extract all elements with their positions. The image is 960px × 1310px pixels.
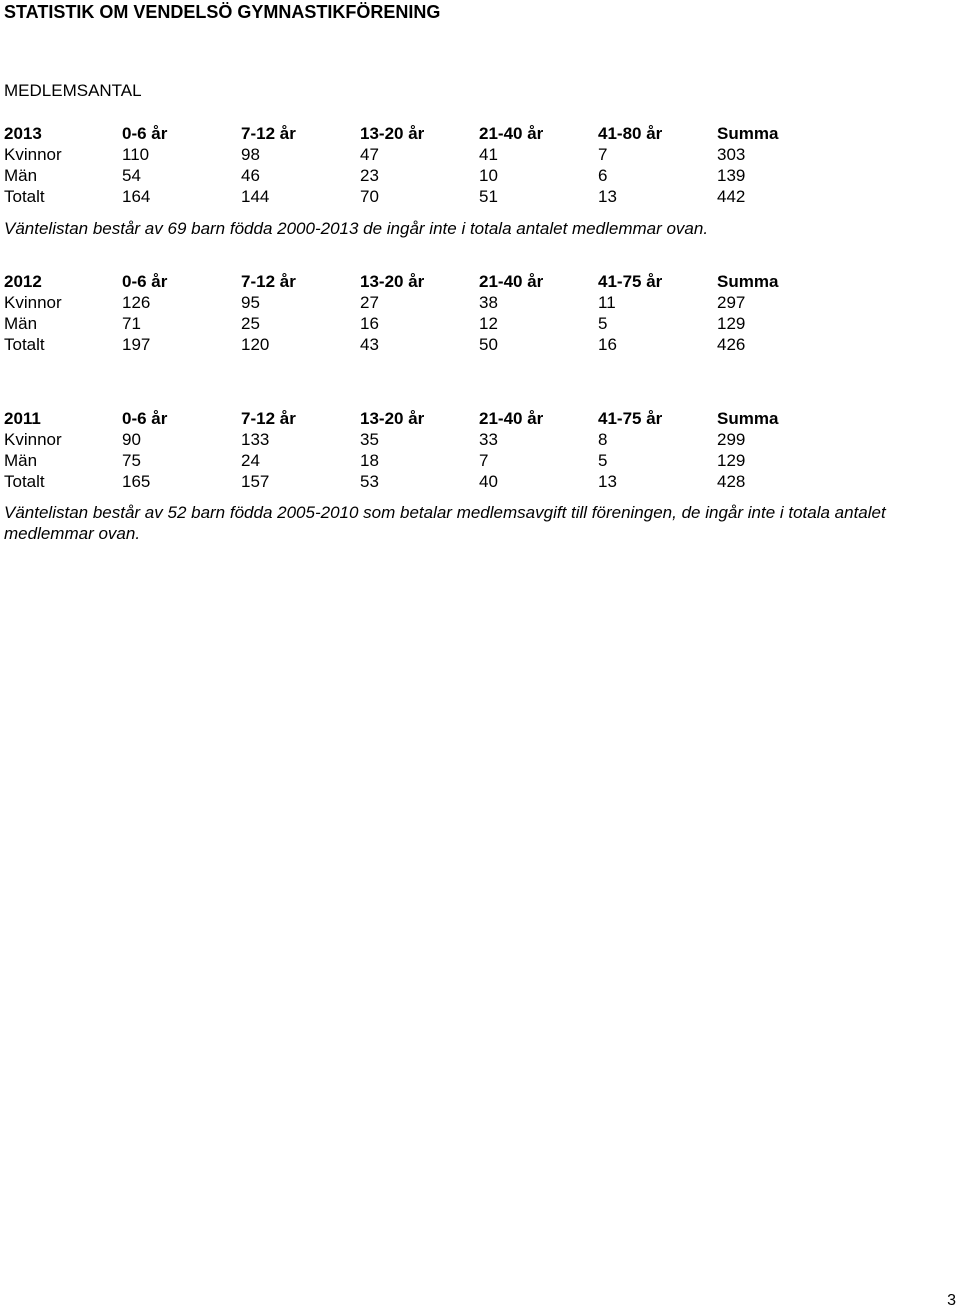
table-cell: 7: [598, 145, 608, 164]
table-cell: 38: [479, 293, 498, 312]
table-header-row: [0, 271, 960, 292]
table-cell: 129: [717, 451, 746, 470]
table-cell: 164: [122, 187, 151, 206]
table-cell: 144: [241, 187, 270, 206]
year-header: 2013: [4, 124, 42, 143]
table-cell: 11: [598, 293, 616, 312]
table-cell: 120: [241, 335, 270, 354]
column-header: 21-40 år: [479, 124, 544, 143]
table-row: [0, 144, 960, 165]
table-cell: 6: [598, 166, 608, 185]
table-row: [0, 471, 960, 492]
table-cell: 13: [598, 187, 617, 206]
column-header: 0-6 år: [122, 272, 168, 291]
column-header: 21-40 år: [479, 409, 544, 428]
table-cell: 10: [479, 166, 498, 185]
table-cell: 50: [479, 335, 498, 354]
row-label: Män: [4, 166, 38, 185]
column-header: Summa: [717, 409, 779, 428]
table-cell: 18: [360, 451, 379, 470]
table-cell: 35: [360, 430, 379, 449]
table-cell: 41: [479, 145, 498, 164]
table-cell: 8: [598, 430, 608, 449]
table-cell: 165: [122, 472, 151, 491]
table-cell: 16: [598, 335, 617, 354]
table-cell: 7: [479, 451, 489, 470]
column-header: 13-20 år: [360, 124, 425, 143]
table-cell: 303: [717, 145, 746, 164]
table-cell: 95: [241, 293, 260, 312]
table-header-row: [0, 408, 960, 429]
column-header: 41-75 år: [598, 409, 663, 428]
table-cell: 98: [241, 145, 260, 164]
table-cell: 5: [598, 451, 608, 470]
section-heading: MEDLEMSANTAL: [4, 81, 142, 100]
table-cell: 71: [122, 314, 141, 333]
column-header: 41-80 år: [598, 124, 663, 143]
row-label: Kvinnor: [4, 430, 62, 449]
column-header: 0-6 år: [122, 124, 168, 143]
table-cell: 70: [360, 187, 379, 206]
column-header: 41-75 år: [598, 272, 663, 291]
table-cell: 27: [360, 293, 379, 312]
table-cell: 46: [241, 166, 260, 185]
table-cell: 197: [122, 335, 151, 354]
table-cell: 24: [241, 451, 260, 470]
table-cell: 129: [717, 314, 746, 333]
table-cell: 133: [241, 430, 270, 449]
table-row: [0, 450, 960, 471]
row-label: Totalt: [4, 335, 45, 354]
year-header: 2012: [4, 272, 42, 291]
table-cell: 299: [717, 430, 746, 449]
table-cell: 23: [360, 166, 379, 185]
row-label: Män: [4, 314, 38, 333]
table-row: [0, 165, 960, 186]
column-header: Summa: [717, 272, 779, 291]
row-label: Totalt: [4, 187, 45, 206]
table-row: [0, 313, 960, 334]
table-cell: 53: [360, 472, 379, 491]
table-cell: 54: [122, 166, 141, 185]
table-row: [0, 292, 960, 313]
table-row: [0, 429, 960, 450]
table-cell: 426: [717, 335, 746, 354]
column-header: 13-20 år: [360, 272, 425, 291]
row-label: Kvinnor: [4, 145, 62, 164]
table-cell: 90: [122, 430, 141, 449]
document-title: STATISTIK OM VENDELSÖ GYMNASTIKFÖRENING: [4, 2, 441, 22]
table-cell: 12: [479, 314, 498, 333]
table-cell: 110: [122, 145, 150, 164]
column-header: 0-6 år: [122, 409, 168, 428]
table-cell: 157: [241, 472, 270, 491]
waitlist-note-2011: Väntelistan består av 52 barn födda 2005-2010 som betalar medlemsavgift till föreningen, de ingår inte i totala antalet medlemmar ovan.: [4, 503, 886, 543]
table-cell: 40: [479, 472, 498, 491]
waitlist-note-2013: Väntelistan består av 69 barn födda 2000-2013 de ingår inte i totala antalet medlemmar ovan.: [4, 219, 709, 238]
row-label: Totalt: [4, 472, 45, 491]
table-cell: 25: [241, 314, 260, 333]
members-table-2012: [0, 271, 960, 355]
column-header: Summa: [717, 124, 779, 143]
table-cell: 75: [122, 451, 141, 470]
table-cell: 51: [479, 187, 498, 206]
row-label: Kvinnor: [4, 293, 62, 312]
column-header: 7-12 år: [241, 124, 296, 143]
table-cell: 297: [717, 293, 746, 312]
table-cell: 13: [598, 472, 617, 491]
table-cell: 126: [122, 293, 151, 312]
table-cell: 442: [717, 187, 746, 206]
table-cell: 47: [360, 145, 379, 164]
table-row: [0, 334, 960, 355]
table-cell: 43: [360, 335, 379, 354]
members-table-2011: [0, 408, 960, 492]
table-cell: 139: [717, 166, 746, 185]
page-number: 3: [947, 1292, 956, 1309]
table-cell: 33: [479, 430, 498, 449]
column-header: 7-12 år: [241, 272, 296, 291]
table-row: [0, 186, 960, 207]
column-header: 7-12 år: [241, 409, 296, 428]
column-header: 13-20 år: [360, 409, 425, 428]
table-cell: 5: [598, 314, 608, 333]
table-cell: 428: [717, 472, 746, 491]
members-table-2013: [0, 123, 960, 207]
table-cell: 16: [360, 314, 379, 333]
row-label: Män: [4, 451, 38, 470]
column-header: 21-40 år: [479, 272, 544, 291]
table-header-row: [0, 123, 960, 144]
year-header: 2011: [4, 409, 41, 428]
